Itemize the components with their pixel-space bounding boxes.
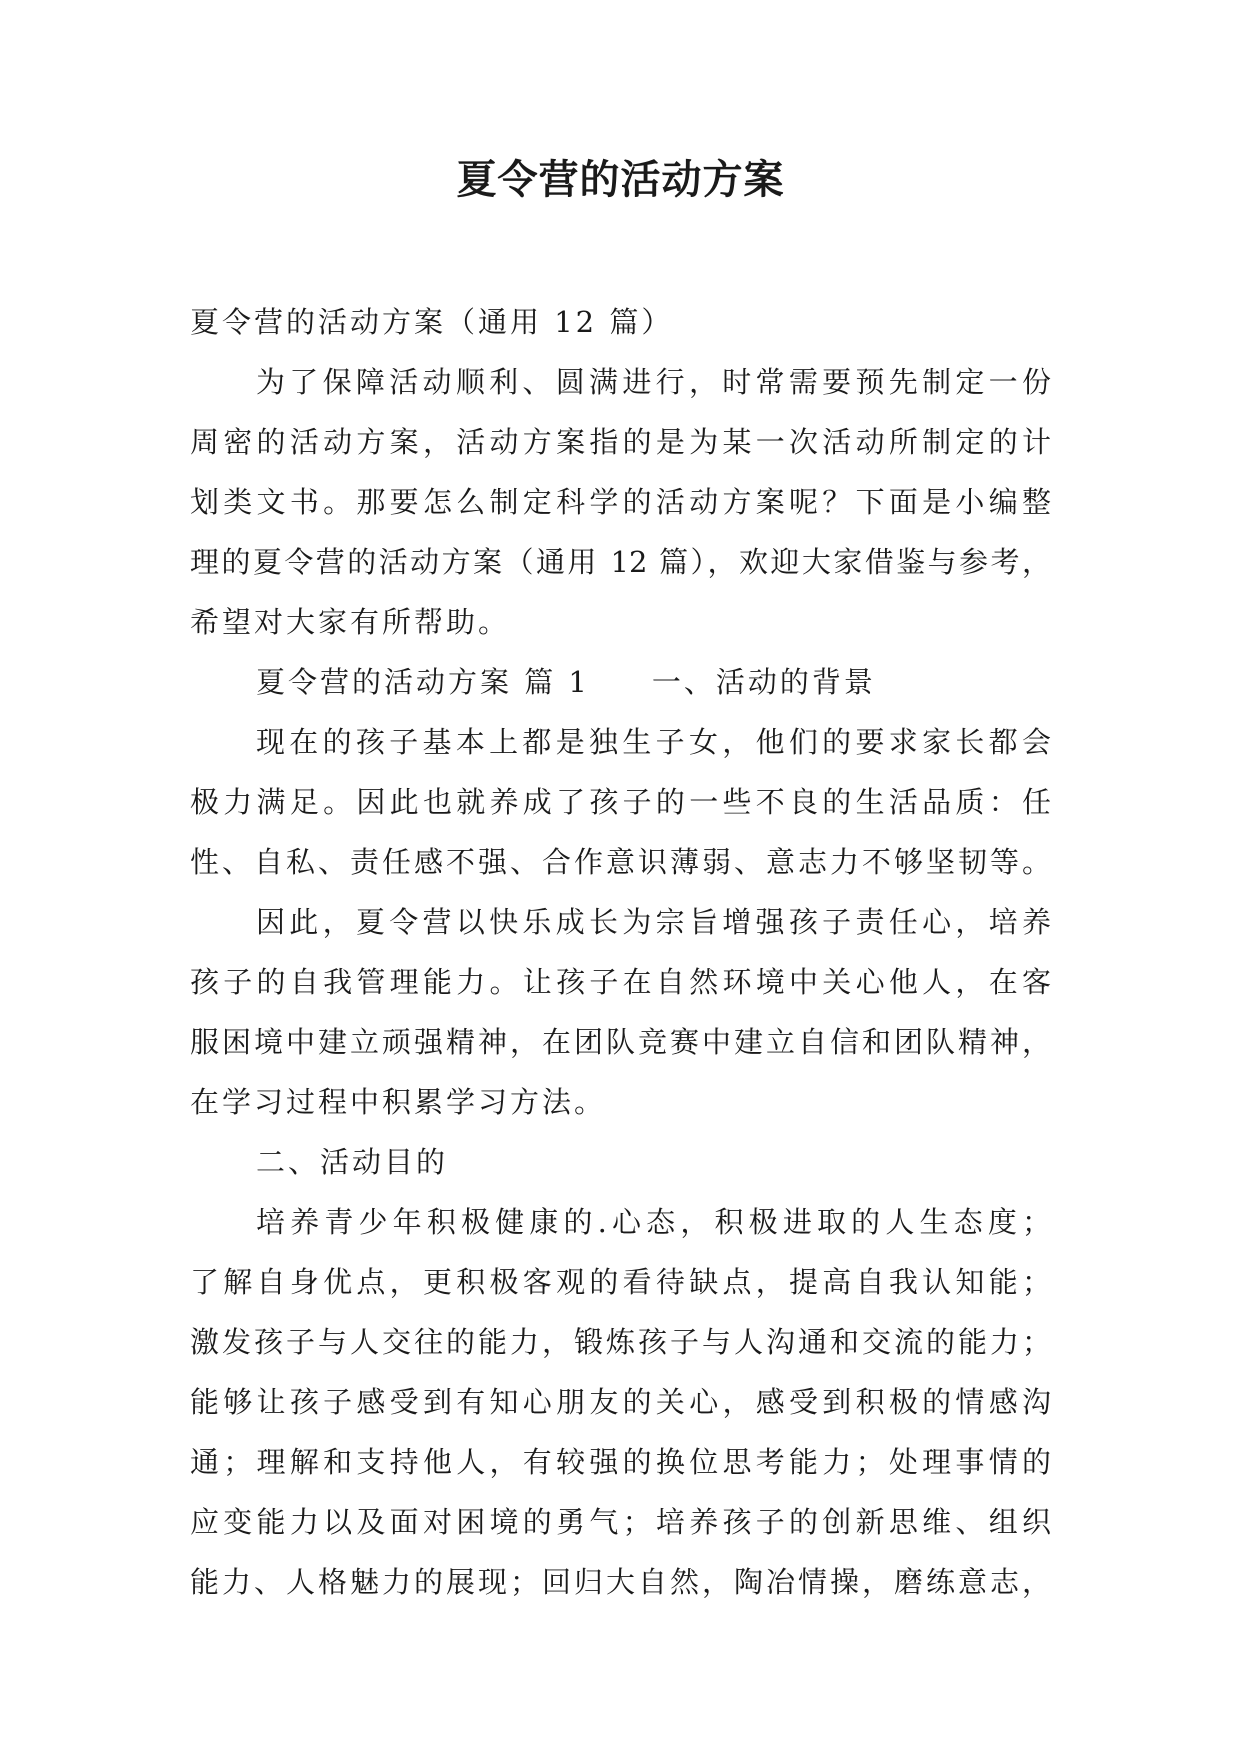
background-line: 现在的孩子基本上都是独生子女，他们的要求家长都会	[256, 725, 1051, 759]
section-1-subheading: 一、活动的背景	[651, 665, 876, 699]
intro-line: 希望对大家有所帮助。	[190, 605, 511, 639]
goal-line: 通；理解和支持他人，有较强的换位思考能力；处理事情的	[190, 1445, 1051, 1479]
goal-line: 能够让孩子感受到有知心朋友的关心，感受到积极的情感沟	[190, 1385, 1051, 1419]
goal-line: 了解自身优点，更积极客观的看待缺点，提高自我认知能；	[190, 1265, 1051, 1299]
intro-line: 为了保障活动顺利、圆满进行，时常需要预先制定一份	[256, 365, 1051, 399]
background-line: 在学习过程中积累学习方法。	[190, 1085, 607, 1119]
section-2-heading: 二、活动目的	[256, 1145, 449, 1179]
intro-line: 划类文书。那要怎么制定科学的活动方案呢？下面是小编整	[190, 485, 1051, 519]
goal-line: 应变能力以及面对困境的勇气；培养孩子的创新思维、组织	[190, 1505, 1051, 1539]
intro-line: 周密的活动方案，活动方案指的是为某一次活动所制定的计	[190, 425, 1051, 459]
background-line: 服困境中建立顽强精神，在团队竞赛中建立自信和团队精神，	[190, 1025, 1051, 1059]
section-1-heading-line	[190, 652, 1051, 712]
background-line: 孩子的自我管理能力。让孩子在自然环境中关心他人，在客	[190, 965, 1051, 999]
goal-line: 能力、人格魅力的展现；回归大自然，陶冶情操，磨练意志，	[190, 1565, 1051, 1599]
goal-line: 激发孩子与人交往的能力，锻炼孩子与人沟通和交流的能力；	[190, 1325, 1051, 1359]
subtitle: 夏令营的活动方案（通用 12 篇）	[190, 305, 674, 339]
section-1-heading: 夏令营的活动方案 篇 1	[256, 665, 590, 699]
document-title: 夏令营的活动方案	[456, 157, 785, 203]
background-line: 性、自私、责任感不强、合作意识薄弱、意志力不够坚韧等。	[190, 845, 1051, 879]
goal-line: 培养青少年积极健康的.心态，积极进取的人生态度；	[256, 1205, 1051, 1239]
intro-line: 理的夏令营的活动方案（通用 12 篇），欢迎大家借鉴与参考，	[190, 545, 1051, 579]
document-body	[190, 292, 1051, 1612]
background-line: 极力满足。因此也就养成了孩子的一些不良的生活品质：任	[190, 785, 1051, 819]
background-line: 因此，夏令营以快乐成长为宗旨增强孩子责任心，培养	[256, 905, 1051, 939]
